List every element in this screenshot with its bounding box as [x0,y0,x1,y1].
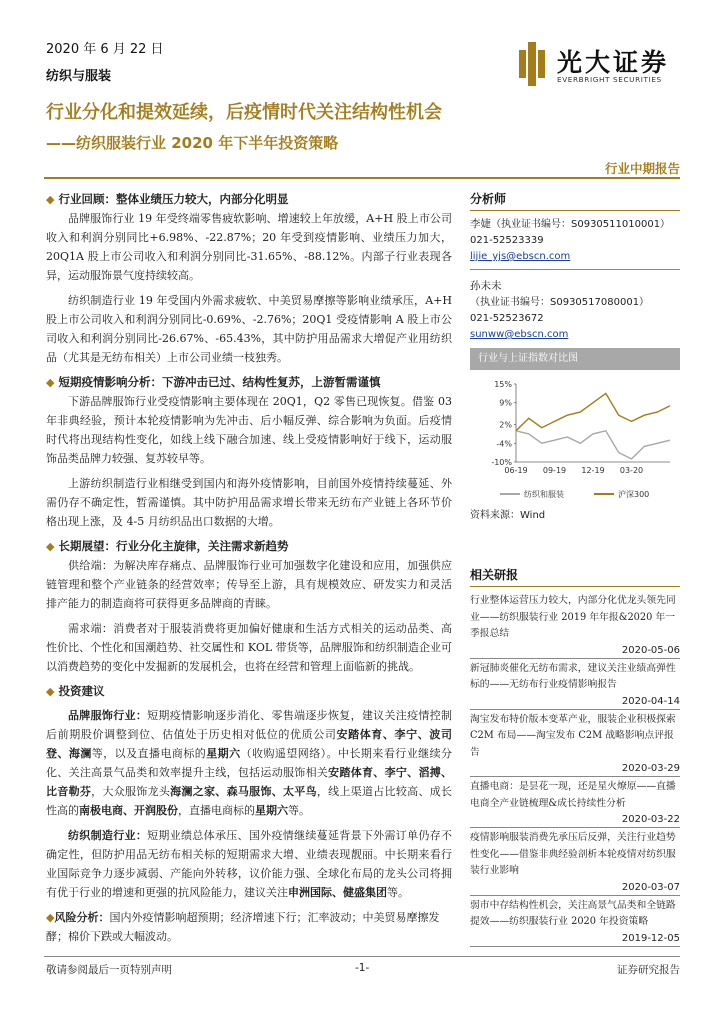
related-reports [470,566,680,949]
y-tick-label: 2% [499,420,512,430]
section-heading: ◆ 短期疫情影响分析：下游冲击已过、结构性复苏，上游暂需谨慎 [46,373,452,392]
report-title: 行业分化和提效延续，后疫情时代关注结构性机会 [46,102,442,123]
paragraph: 下游品牌服饰行业受疫情影响主要体现在 20Q1，Q2 零售已现恢复。借鉴 03 年非典经验，预计本轮疫情影响为先冲击、后小幅反弹、综合影响为负面。后疫情时代将出现结构性变化，如线上线下融合加速、线上受疫情影响好于线下，运动服饰品类品牌力较强、复苏较早等。 [46,395,452,465]
related-report-title[interactable]: 弱市中存结构性机会，关注高景气品类和全链路提效——纺织服装行业 2020 年投资策略 [470,899,676,927]
section-heading: ◆ 投资建议 [46,682,452,701]
analyst-1: 李婕（执业证书编号：S0930511010001） [470,218,671,230]
diamond-bullet-icon: ◆ [46,540,55,553]
analyst-2-phone: 021-52523672 [470,313,544,324]
paragraph: 纺织制造行业 19 年受国内外需求疲软、中美贸易摩擦等影响业绩承压，A+H 股上市公司收入和利润分别同比-0.69%、-2.76%；20Q1 受疫情影响 A 股上市公司收入和利润分别同比-26.67%、-65.43%，其中防护用品需求大增促产业用纺织品（尤其是无纺布相关）上市公司业绩一枝独秀。 [46,294,452,364]
analyst-2: 孙未未（执业证书编号：S0930517080001） [470,280,650,308]
diamond-bullet-icon: ◆ [46,685,55,698]
main-column [46,190,452,946]
company-logo [519,42,679,86]
footer-divider [44,956,680,957]
related-report-date: 2020-05-06 [470,643,680,659]
logo-english-name: EVERBRIGHT SECURITIES [557,75,662,84]
related-report-date: 2020-04-14 [470,694,680,710]
analyst-2-email[interactable]: sunww@ebscn.com [470,329,569,340]
header-divider [44,177,680,179]
footer-label: 证券研究报告 [617,964,680,976]
report-subtitle: ——纺织服装行业 2020 年下半年投资策略 [46,134,339,152]
sector-label: 纺织与服装 [46,69,112,84]
series-line-1 [516,393,670,430]
diamond-bullet-icon: ◆ [46,911,55,924]
chart-plot [470,374,680,510]
related-report-title[interactable]: 新冠肺炎催化无纺布需求，建议关注业绩高弹性标的——无纺布行业疫情影响报告 [470,662,676,690]
y-tick-label: 15% [494,380,512,389]
paragraph-textile-manufacturing: 纺织制造行业：短期业绩总体承压、国外疫情继续蔓延背景下外需订单仍存不确定性，但防护用品无纺布相关标的短期需求大增、业绩表现靓丽。中长期来看行业国际竞争力逐步减弱、产能向外转移，议价能力强、全球化布局的龙头公司将拥有优于行业的增速和更强的抗风险能力，建议关注申洲国际、健盛集团等。 [46,829,453,899]
related-report-title[interactable]: 行业整体运营压力较大，内部分化优龙头领先同业——纺织服装行业 2019 年年报&2020 年一季报总结 [470,595,676,639]
report-date: 2020 年 6 月 22 日 [46,42,164,57]
series-line-0 [516,431,670,459]
sidebar [470,190,680,343]
paragraph: 供给端：为解决库存痛点、品牌服饰行业可加强数字化建设和应用，加强供应链管理和整个产业链条的经营效率；传导至上游，具有规模效应、研发实力和灵活排产能力的制造商将可获得更多品牌商的青睐。 [46,559,452,610]
paragraph: 上游纺织制造行业相继受到国内和海外疫情影响，目前国外疫情持续蔓延、外需仍存不确定性，暂需谨慎。其中防护用品需求增长带来无纺布产业链上各环节价格出现上涨，及 4-5 月纺织品出口数据的大增。 [46,477,452,528]
paragraph: 需求端：消费者对于服装消费将更加偏好健康和生活方式相关的运动品类、高性价比、个性化和国潮趋势、社交属性和 KOL 带货等，品牌服饰和纺织制造企业可以消费趋势的变化中发掘新的发展机会，也将在经营和管理上面临新的挑战。 [46,622,452,673]
related-report-list [470,593,680,947]
y-tick-label: -4% [496,439,512,449]
index-comparison-chart [470,348,680,518]
risk-analysis: ◆风险分析：国内外疫情影响超预期；经济增速下行；汇率波动；中美贸易摩擦发酵；棉价下跌或大幅波动。 [46,911,440,943]
chart-source: 资料来源：Wind [470,510,546,521]
related-report-title[interactable]: 直播电商：是昙花一现，还是星火燎原——直播电商全产业链梳理&成长持续性分析 [470,781,676,809]
related-report-title[interactable]: 淘宝发布特价版本变革产业，服装企业积极探索 C2M 布局——淘宝发布 C2M 战略影响点评报告 [470,713,676,758]
section-heading: ◆ 行业回顾：整体业绩压力较大，内部分化明显 [46,190,452,209]
legend-label: 纺织和服装 [524,490,564,499]
everbright-logo-icon [519,42,545,86]
x-tick-label: 06-19 [504,466,528,475]
related-report-date: 2020-03-29 [470,761,680,777]
related-report-date: 2020-03-07 [470,880,680,896]
y-tick-label: 9% [499,398,512,408]
x-tick-label: 09-19 [542,466,567,475]
diamond-bullet-icon: ◆ [46,193,55,206]
analyst-1-email[interactable]: lijie_yjs@ebscn.com [470,251,571,262]
x-tick-label: 03-20 [619,466,644,475]
chart-title: 行业与上证指数对比图 [470,348,680,370]
x-tick-label: 12-19 [581,466,605,475]
footer-disclaimer: 敬请参阅最后一页特别声明 [46,964,172,976]
analyst-heading: 分析师 [470,190,680,211]
section-heading: ◆ 长期展望：行业分化主旋律，关注需求新趋势 [46,537,452,556]
logo-chinese-name: 光大证券 [557,48,670,77]
related-report-date: 2020-03-22 [470,812,680,828]
report-type: 行业中期报告 [604,161,680,176]
related-report-title[interactable]: 疫情影响服装消费先承压后反弹，关注行业趋势性变化——借鉴非典经验剖析本轮疫情对纺织服装行业影响 [470,832,676,876]
y-tick-label: -10% [491,458,512,467]
related-heading: 相关研报 [470,566,680,587]
diamond-bullet-icon: ◆ [46,376,55,389]
paragraph: 品牌服饰行业 19 年受终端零售疲软影响、增速较上年放缓，A+H 股上市公司收入和利润分别同比+6.98%、-22.87%；20 年受到疫情影响、业绩压力加大，20Q1A 股上市公司收入和利润分别同比-31.65%、-88.12%。内部子行业表现各异，运动服饰景气度持续较高。 [46,212,452,282]
legend-label: 沪深300 [618,490,650,499]
related-report-date: 2019-12-05 [470,931,680,947]
analyst-1-phone: 021-52523339 [470,235,544,246]
paragraph-brand-apparel: 品牌服饰行业：短期疫情影响逐步消化、零售端逐步恢复，建议关注疫情控制后前期股价调整到位、估值处于历史相对低位的优质公司安踏体育、李宁、波司登、海澜等，以及直播电商标的星期六（收购遥望网络）。中长期来看行业继续分化、关注高景气品类和效率提升主线，包括运动服饰相关安踏体育、李宁、滔搏、比音勒芬，大众服饰龙头海澜之家、森马服饰、太平鸟，线上渠道占比较高、成长性高的南极电商、开润股份，直播电商标的星期六等。 [46,709,453,817]
page-number: -1- [355,962,370,974]
